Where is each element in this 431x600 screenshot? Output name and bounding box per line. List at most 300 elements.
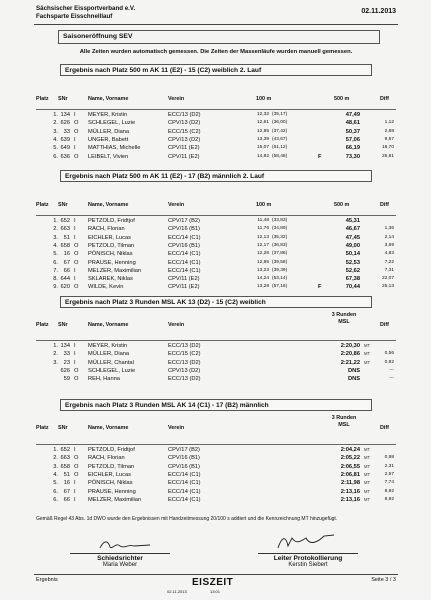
club-cell: CPV/16 (B1) [168,226,200,233]
start-number-cell: 16 [63,480,70,487]
points-cell: (51,12) [272,145,288,151]
header-divider [34,24,398,25]
start-number-cell: 134 [60,112,70,118]
club-cell: CPV/16 (B1) [168,455,200,462]
club-cell: CPV/17 (B2) [168,447,200,453]
table-row [36,153,396,161]
diff-cell: 25,81 [381,153,394,159]
table-row [36,234,396,242]
group-cell: O [74,259,79,266]
points-cell: (39,58) [272,259,288,265]
section-title: Ergebnis nach Platz 3 Runden MSL AK 13 (D2) - 15 (C2) weiblich [60,296,372,308]
time-cell: 67,38 [345,276,360,283]
points-cell: (34,89) [272,226,288,232]
start-number-cell: 67 [63,259,70,266]
rank-cell: 2. [53,351,58,358]
split-100m-cell: 12,28 [256,251,269,257]
split-100m-cell: 14,24 [256,276,269,282]
athlete-name-cell: MÜLLER, Diana [88,351,130,358]
start-number-cell: 66 [63,267,70,274]
table-row [36,375,396,383]
referee-name: Maria Weber [102,562,138,568]
col-100m: 100 m [256,96,272,102]
group-cell: I [74,496,76,503]
column-header-line [36,444,396,445]
table-row [36,250,396,258]
athlete-name-cell: MATTHIAS, Michelle [88,145,141,152]
footer-time: 13:01 [210,589,221,594]
time-cell: 2:13,16 [340,496,360,503]
athlete-name-cell: PETZOLD, Fridtjof [88,447,135,453]
table-row [36,144,396,152]
athlete-name-cell: SKLAREK, Niklas [88,276,133,283]
club-cell: CPV/13 (D2) [168,367,201,374]
protocol-role: Leiter Protokollierung [273,555,343,562]
athlete-name-cell: MÜLLER, Diana [88,128,130,135]
club-cell: CPV/11 (E2) [168,145,200,152]
diff-cell: 7,74 [384,480,394,486]
athlete-name-cell: REH, Hanna [88,376,120,383]
table-row [36,259,396,267]
protocol-signature-line [258,553,358,554]
start-number-cell: 23 [63,359,70,366]
rank-cell: 2. [53,120,58,127]
group-cell: I [74,145,76,152]
event-title: Saisoneröffnung SEV [58,30,380,44]
athlete-name-cell: EICHLER, Lucas [88,471,131,478]
rank-cell: 1. [53,112,58,118]
col-time: 3 Runden MSL [331,312,357,325]
results-section [36,296,396,388]
column-header-row [36,415,396,435]
points-cell: (37,86) [272,251,288,257]
footer-date: 02.11.2013 [167,589,187,594]
col-platz: Platz [36,96,49,102]
start-number-cell: 636 [60,153,70,160]
rank-cell: 4. [53,136,58,143]
col-snr: SNr [58,96,68,102]
points-cell: (35,32) [272,234,288,240]
athlete-name-cell: MÜLLER, Chantal [88,359,134,366]
timing-note: Alle Zeiten wurden automatisch gemessen. Die Zeiten der Massenläufe wurden manuell gemessen. [79,49,353,55]
group-cell: I [74,226,76,233]
col-club: Verein [168,322,185,328]
time-cell: DNS [347,367,360,374]
col-diff: Diff [380,425,389,431]
rank-cell: 1. [53,343,58,349]
col-diff: Diff [380,202,389,208]
col-club: Verein [168,425,185,431]
time-cell: 66,19 [345,145,360,152]
manual-timing-cell: MT [364,351,371,357]
col-club: Verein [168,202,185,208]
club-cell: CPV/11 (E2) [168,153,200,160]
group-cell: I [74,112,76,118]
col-diff: Diff [380,322,389,328]
column-header-row [36,96,396,106]
column-header-line [36,215,396,216]
group-cell: O [74,251,79,258]
time-cell: 57,06 [345,136,360,143]
group-cell: O [74,376,79,383]
start-number-cell: 644 [60,276,70,283]
group-cell: I [74,351,76,358]
table-row [36,283,396,291]
athlete-name-cell: WILDE, Kevin [88,284,124,291]
group-cell: O [74,120,79,127]
eiszeit-logo: EISZEIT [192,577,234,588]
start-number-cell: 652 [60,218,70,224]
org-name: Sächsischer Eissportverband e.V. [36,5,136,12]
athlete-name-cell: PETZOLD, Tilman [88,463,135,470]
time-cell: 46,67 [345,226,360,233]
table-row [36,454,396,462]
group-cell: I [74,447,76,453]
start-number-cell: 658 [60,463,70,470]
club-cell: CPV/11 (E2) [168,276,200,283]
diff-cell: 0,56 [384,351,394,357]
time-cell: 52,53 [345,259,360,266]
table-row [36,463,396,471]
results-section [36,399,396,508]
rank-cell: 1. [53,218,58,224]
table-row [36,128,396,136]
diff-cell: 2,14 [384,234,394,240]
diff-cell: --- [389,367,394,373]
group-cell: I [74,488,76,495]
table-row [36,446,396,454]
column-header-line [36,340,396,341]
column-header-row [36,202,396,212]
athlete-name-cell: UNGER, Babett [88,136,129,143]
column-header-row [36,312,396,332]
start-number-cell: 652 [60,447,70,453]
diff-cell: 1,36 [384,226,394,232]
time-cell: 2:20,86 [340,351,360,358]
rank-cell: 6. [53,259,58,266]
points-cell: (36,83) [272,242,288,248]
referee-signature-line [70,553,170,554]
rank-cell: 3. [53,234,58,241]
group-cell: I [74,136,76,143]
club-cell: ECC/14 (C1) [168,496,201,503]
group-cell: I [74,234,76,241]
club-cell: CPV/11 (E2) [168,284,200,291]
time-cell: 2:11,98 [341,480,360,487]
points-cell: (57,16) [272,284,288,290]
rank-cell: 7. [53,267,58,274]
diff-cell: 8,92 [384,488,394,494]
col-time: 500 m [334,96,350,102]
diff-cell: 8,92 [384,496,394,502]
table-row [36,225,396,233]
time-cell: 50,14 [345,251,360,258]
athlete-name-cell: PRAUSE, Henning [88,259,136,266]
club-cell: ECC/14 (C1) [168,251,201,258]
start-number-cell: 658 [60,242,70,249]
athlete-name-cell: PÖNISCH, Niklas [88,480,133,487]
rank-cell: 9. [53,284,58,291]
col-time: 500 m [334,202,350,208]
diff-cell: 4,83 [384,251,394,257]
time-cell: 48,61 [345,120,360,127]
header-date: 02.11.2013 [361,8,396,15]
time-cell: 2:06,81 [340,471,360,478]
club-cell: ECC/13 (D2) [168,112,201,118]
start-number-cell: 663 [60,455,70,462]
manual-timing-cell: MT [364,455,371,461]
rank-cell: 2. [53,226,58,233]
rank-cell: 1. [53,447,58,453]
split-100m-cell: 12,95 [256,128,269,134]
rank-cell: 4. [53,471,58,478]
diff-cell: 7,31 [384,267,394,273]
club-cell: ECC/15 (C2) [168,128,201,135]
athlete-name-cell: MELZER, Maximilian [88,267,142,274]
col-name: Name, Vorname [88,425,129,431]
time-cell: 47,45 [345,234,360,241]
diff-cell: 2,88 [384,128,394,134]
table-row [36,242,396,250]
manual-timing-cell: MT [364,447,371,452]
table-row [36,488,396,496]
athlete-name-cell: MEYER, Kristin [88,112,128,118]
athlete-name-cell: MELZER, Maximilian [88,496,142,503]
club-cell: ECC/13 (D2) [168,359,201,366]
diff-cell: 22,07 [381,276,394,282]
time-cell: 47,49 [345,112,360,118]
footer-divider [34,574,398,575]
club-cell: ECC/13 (D2) [168,343,201,349]
club-cell: CPV/16 (B1) [168,463,200,470]
points-cell: (36,00) [272,120,288,126]
points-cell: (37,42) [272,128,288,134]
club-cell: CPV/17 (B2) [168,218,200,224]
time-cell: 52,62 [345,267,360,274]
group-cell: I [74,267,76,274]
start-number-cell: 51 [63,471,70,478]
athlete-name-cell: SCHLEGEL, Luzie [88,367,136,374]
group-cell: I [74,359,76,366]
athlete-name-cell: PETZOLD, Fridtjof [88,218,135,224]
col-name: Name, Vorname [88,202,129,208]
start-number-cell: 51 [63,234,70,241]
manual-timing-cell: MT [364,496,371,502]
table-row [36,217,396,225]
split-100m-cell: 14,82 [256,153,269,159]
start-number-cell: 33 [63,351,70,358]
club-cell: CPV/13 (D2) [168,136,201,143]
points-cell: (53,14) [272,276,288,282]
table-row [36,342,396,350]
start-number-cell: 33 [63,128,70,135]
page-number: Seite 3 / 3 [371,577,396,583]
diff-cell: 0,92 [384,359,394,365]
club-cell: CPV/13 (D2) [168,120,201,127]
club-cell: CPV/16 (B1) [168,242,200,249]
rank-cell: 5. [53,251,58,258]
manual-timing-cell: MT [364,359,371,365]
manual-timing-cell: MT [364,488,371,494]
referee-role: Schiedsrichter [97,555,143,562]
club-cell: ECC/13 (D2) [168,376,201,383]
table-row [36,111,396,119]
athlete-name-cell: PETZOLD, Tilman [88,242,135,249]
rank-cell: 8. [53,276,58,283]
group-cell: O [74,284,79,291]
group-cell: I [74,343,76,349]
start-number-cell: 626 [60,120,70,127]
column-header-line [36,109,396,110]
split-100m-cell: 12,95 [256,259,269,265]
footer-label: Ergebnis [36,577,58,583]
start-number-cell: 639 [60,136,70,143]
diff-cell: 2,31 [384,463,394,469]
split-100m-cell: 12,61 [256,120,269,126]
col-snr: SNr [58,322,68,328]
time-cell: 50,37 [345,128,360,135]
header-org [36,5,135,20]
athlete-name-cell: RACH, Florian [88,226,125,233]
split-100m-cell: 11,48 [257,218,269,223]
table-row [36,350,396,358]
table-row [36,267,396,275]
start-number-cell: 649 [60,145,70,152]
protocol-signature [258,555,358,568]
col-platz: Platz [36,425,49,431]
protocol-name: Kerstin Siebert [288,562,328,568]
start-number-cell: 626 [60,367,70,374]
section-title: Ergebnis nach Platz 500 m AK 11 (E2) - 15 (C2) weiblich 2. Lauf [60,64,372,76]
manual-timing-cell: MT [364,343,371,348]
club-cell: ECC/15 (C2) [168,351,201,358]
start-number-cell: 620 [60,284,70,291]
table-row [36,359,396,367]
time-cell: 2:04,24 [340,447,360,453]
dept-name: Fachsparte Eisschnelllauf [36,12,113,20]
group-cell: O [74,455,79,462]
athlete-name-cell: MEYER, Kristin [88,343,128,349]
club-cell: ECC/14 (C1) [168,259,201,266]
diff-cell: 2,57 [384,471,394,477]
points-cell: (33,83) [272,218,288,223]
diff-cell: 25,13 [381,284,394,290]
col-snr: SNr [58,425,68,431]
table-row [36,119,396,127]
club-cell: ECC/14 (C1) [168,488,201,495]
diff-cell: --- [389,376,394,382]
diff-cell: 1,12 [384,120,394,126]
start-number-cell: 134 [60,343,70,349]
points-cell: (58,48) [272,153,288,159]
table-row [36,471,396,479]
col-diff: Diff [380,96,389,102]
rule-footnote: Gemäß Regel 43 Abs. 1d DWO wurde den Ergebnissen mit Handzeitmessung 20/100 s addiert und die Kennzeichnung MT hinzugefügt. [36,516,338,522]
athlete-name-cell: PÖNISCH, Niklas [88,251,133,258]
athlete-name-cell: PRAUSE, Henning [88,488,136,495]
time-cell: 2:20,30 [340,343,360,349]
table-row [36,136,396,144]
club-cell: ECC/14 (C1) [168,234,201,241]
group-cell: O [74,128,79,135]
section-title: Ergebnis nach Platz 500 m AK 11 (E2) - 17 (B2) männlich 2. Lauf [60,170,372,182]
diff-cell: 18,70 [381,145,394,151]
group-cell: O [74,242,79,249]
athlete-name-cell: SCHLEGEL, Luzie [88,120,136,127]
rank-cell: 6. [53,496,58,503]
start-number-cell: 59 [63,376,70,383]
group-cell: I [74,218,76,224]
split-100m-cell: 15,07 [256,145,269,151]
time-cell: DNS [347,376,360,383]
rank-cell: 5. [53,145,58,152]
group-cell: I [74,276,76,283]
group-cell: O [74,367,79,374]
time-cell: 45,31 [345,218,360,224]
table-row [36,496,396,504]
manual-timing-cell: MT [364,480,371,486]
rank-cell: 4. [53,242,58,249]
rank-cell: 3. [53,463,58,470]
table-row [36,367,396,375]
diff-cell: 7,22 [384,259,394,265]
col-time: 3 Runden MSL [331,415,357,428]
split-100m-cell: 13,23 [256,267,269,273]
split-100m-cell: 13,39 [256,136,269,142]
time-cell: 73,30 [345,153,360,160]
table-row [36,275,396,283]
start-number-cell: 66 [63,496,70,503]
split-100m-cell: 12,17 [256,242,269,248]
col-name: Name, Vorname [88,96,129,102]
time-cell: 2:21,22 [340,359,360,366]
split-100m-cell: 12,13 [256,234,269,240]
col-platz: Platz [36,202,49,208]
points-cell: (35,17) [272,112,288,117]
time-cell: 49,00 [345,242,360,249]
false-start-cell: F [318,153,322,160]
col-platz: Platz [36,322,49,328]
rank-cell: 3. [53,359,58,366]
manual-timing-cell: MT [364,471,371,477]
group-cell: O [74,463,79,470]
start-number-cell: 663 [60,226,70,233]
diff-cell: 3,69 [384,242,394,248]
points-cell: (43,67) [272,136,288,142]
referee-signature [70,555,170,568]
points-cell: (39,39) [272,267,288,273]
rank-cell: 6. [53,153,58,160]
time-cell: 2:06,55 [340,463,360,470]
club-cell: ECC/14 (C1) [168,480,201,487]
col-club: Verein [168,96,185,102]
diff-cell: 0,98 [384,455,394,461]
time-cell: 70,44 [345,284,360,291]
manual-timing-cell: MT [364,463,371,469]
start-number-cell: 16 [63,251,70,258]
group-cell: I [74,480,76,487]
split-100m-cell: 13,28 [256,284,269,290]
group-cell: O [74,471,79,478]
referee-signature-image [96,538,156,552]
rank-cell: 5. [53,480,58,487]
col-snr: SNr [58,202,68,208]
rank-cell: 2. [53,455,58,462]
split-100m-cell: 11,76 [257,226,269,232]
results-section [36,170,396,296]
table-row [36,479,396,487]
diff-cell: 9,57 [384,136,394,142]
